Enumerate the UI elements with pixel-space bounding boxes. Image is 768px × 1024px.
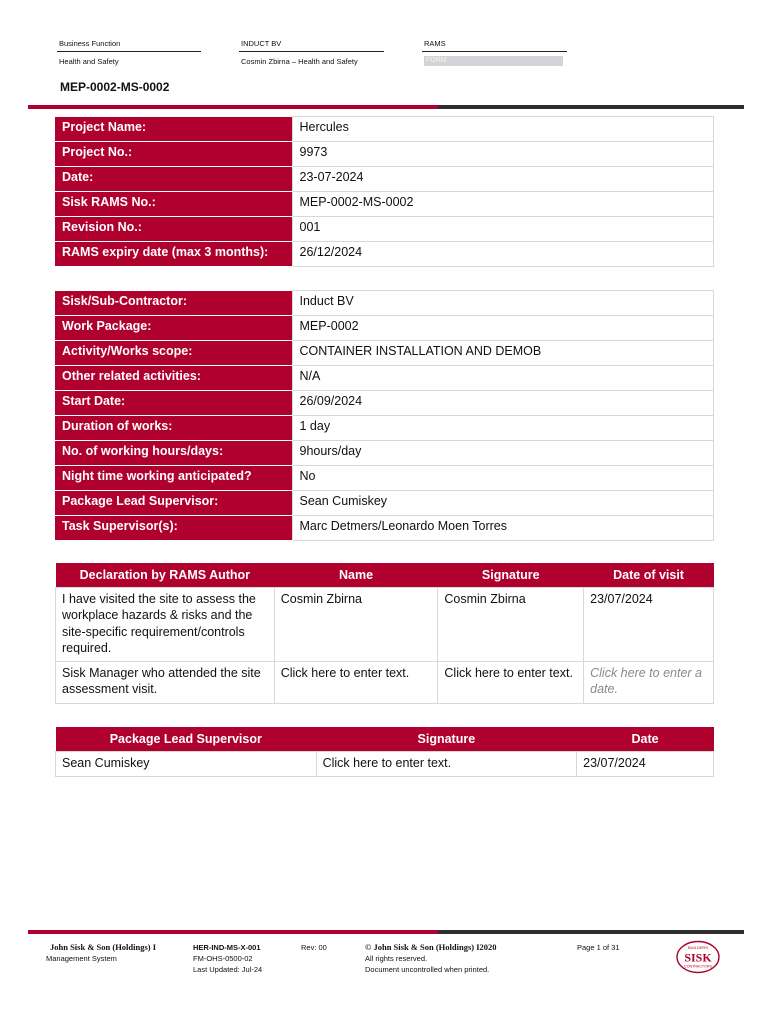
table-row [55,516,714,541]
header-author-value: Cosmin Zbirna – Health and Safety [241,57,358,66]
declaration-header-cell: Name [274,563,438,587]
field-label: RAMS expiry date (max 3 months): [55,242,292,267]
field-label: No. of working hours/days: [55,441,292,466]
declaration-table [55,563,714,704]
header-business-function-value: Health and Safety [59,57,119,66]
declaration-header-cell: Signature [438,563,584,587]
manager-date-field[interactable]: Click here to enter a date. [584,661,714,703]
field-value[interactable]: MEP-0002-MS-0002 [292,192,714,217]
field-label: Work Package: [55,316,292,341]
contractor-info-table [55,290,714,541]
field-label: Sisk/Sub-Contractor: [55,291,292,316]
field-value[interactable]: Hercules [292,117,714,142]
field-value[interactable]: 26/12/2024 [292,242,714,267]
supervisor-header-cell: Package Lead Supervisor [56,727,317,751]
table-row [55,441,714,466]
sisk-logo [676,940,720,974]
field-value[interactable]: 23-07-2024 [292,167,714,192]
field-value[interactable]: 26/09/2024 [292,391,714,416]
field-value[interactable]: 001 [292,217,714,242]
project-info-table [55,116,714,267]
field-value[interactable]: Sean Cumiskey [292,491,714,516]
field-label: Start Date: [55,391,292,416]
supervisor-date[interactable]: 23/07/2024 [577,751,714,776]
footer-form-ref: FM-OHS-0500-02 [193,954,253,963]
field-label: Project Name: [55,117,292,142]
logo-bottom-text: CONTRACTORS [684,964,712,969]
field-value[interactable]: 9hours/day [292,441,714,466]
table-row [55,466,714,491]
supervisor-header-cell: Date [577,727,714,751]
table-row [55,217,714,242]
declaration-header-row [56,563,714,587]
field-value[interactable]: Marc Detmers/Leonardo Moen Torres [292,516,714,541]
field-label: Night time working anticipated? [55,466,292,491]
table-row [56,751,714,776]
header-business-function-label: Business Function [59,39,121,48]
logo-top-text: BUILDERS [687,945,709,950]
field-value[interactable]: CONTAINER INSTALLATION AND DEMOB [292,341,714,366]
header-divider [57,51,201,52]
logo-main-text: SISK [684,950,712,965]
table-row [55,491,714,516]
footer-uncontrolled: Document uncontrolled when printed. [365,965,490,974]
field-value[interactable]: MEP-0002 [292,316,714,341]
table-row [55,416,714,441]
field-value[interactable]: No [292,466,714,491]
footer-page-number: Page 1 of 31 [577,943,620,952]
field-label: Duration of works: [55,416,292,441]
table-row [55,341,714,366]
field-label: Other related activities: [55,366,292,391]
field-label: Date: [55,167,292,192]
header-form-value: FORM [424,56,563,66]
field-label: Sisk RAMS No.: [55,192,292,217]
header-company-label: INDUCT BV [241,39,282,48]
field-value[interactable]: N/A [292,366,714,391]
footer-copyright: © John Sisk & Son (Holdings) I2020 [365,942,497,952]
table-row [56,587,714,661]
field-label: Task Supervisor(s): [55,516,292,541]
footer-rights: All rights reserved. [365,954,428,963]
field-value[interactable]: Induct BV [292,291,714,316]
table-row [55,291,714,316]
table-row [55,391,714,416]
footer-last-updated: Last Updated: Jul-24 [193,965,263,974]
table-row [55,316,714,341]
declaration-name[interactable]: Cosmin Zbirna [274,587,438,661]
manager-signature-field[interactable]: Click here to enter text. [438,661,584,703]
declaration-statement: I have visited the site to assess the workplace hazards & risks and the site-specific requirement/controls required. [56,587,275,661]
table-row [55,192,714,217]
document-title: MEP-0002-MS-0002 [60,80,170,94]
field-label: Project No.: [55,142,292,167]
declaration-date[interactable]: 23/07/2024 [584,587,714,661]
supervisor-header-cell: Signature [316,727,577,751]
declaration-signature[interactable]: Cosmin Zbirna [438,587,584,661]
footer-system: Management System [46,954,117,963]
declaration-header-cell: Declaration by RAMS Author [56,563,275,587]
header-bar-red [28,105,438,109]
manager-name-field[interactable]: Click here to enter text. [274,661,438,703]
supervisor-header-row [56,727,714,751]
footer-company: John Sisk & Son (Holdings) I [50,942,157,952]
field-label: Activity/Works scope: [55,341,292,366]
field-label: Revision No.: [55,217,292,242]
declaration-statement: Sisk Manager who attended the site assessment visit. [56,661,275,703]
header-rams-label: RAMS [424,39,446,48]
table-row [55,366,714,391]
table-row [55,242,714,267]
table-row [56,661,714,703]
table-row [55,167,714,192]
declaration-header-cell: Date of visit [584,563,714,587]
field-label: Package Lead Supervisor: [55,491,292,516]
supervisor-signature-field[interactable]: Click here to enter text. [316,751,577,776]
field-value[interactable]: 1 day [292,416,714,441]
supervisor-table [55,727,714,777]
table-row [55,142,714,167]
table-row [55,117,714,142]
header-divider [422,51,567,52]
header-divider [239,51,384,52]
footer-bar-red [28,930,438,934]
field-value[interactable]: 9973 [292,142,714,167]
supervisor-name[interactable]: Sean Cumiskey [56,751,317,776]
footer-doc-ref: HER-IND-MS-X-001 [193,943,261,952]
footer-rev: Rev: 00 [301,943,327,952]
